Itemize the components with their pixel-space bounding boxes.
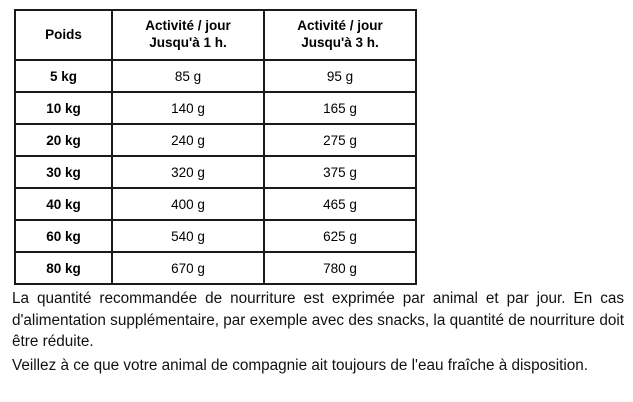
- cell-activity-3h: 165 g: [264, 92, 416, 124]
- cell-activity-3h: 375 g: [264, 156, 416, 188]
- cell-activity-3h: 625 g: [264, 220, 416, 252]
- cell-activity-3h: 780 g: [264, 252, 416, 284]
- cell-weight: 80 kg: [15, 252, 112, 284]
- cell-weight: 40 kg: [15, 188, 112, 220]
- cell-weight: 30 kg: [15, 156, 112, 188]
- column-header-activity-3h-line2: Jusqu'à 3 h.: [301, 35, 379, 50]
- table-row: [15, 156, 416, 188]
- column-header-activity-1h: [112, 10, 264, 60]
- column-header-activity-1h-line1: Activité / jour: [145, 18, 231, 34]
- column-header-activity-3h-line1: Activité / jour: [297, 18, 383, 34]
- cell-activity-1h: 240 g: [112, 124, 264, 156]
- cell-weight: 20 kg: [15, 124, 112, 156]
- column-header-activity-1h-line2: Jusqu'à 1 h.: [149, 35, 227, 50]
- table-row: [15, 252, 416, 284]
- instructions-paragraph-1: La quantité recommandée de nourriture est exprimée par animal et par jour. En cas d'alimentation supplémentaire, par exemple avec des snacks, la quantité de nourriture doit être réduite.: [12, 290, 624, 351]
- cell-activity-1h: 400 g: [112, 188, 264, 220]
- cell-activity-1h: 540 g: [112, 220, 264, 252]
- instructions-text-block: [12, 288, 624, 378]
- cell-activity-1h: 670 g: [112, 252, 264, 284]
- column-header-weight: [15, 10, 112, 60]
- table-row: [15, 220, 416, 252]
- table-header-row: [15, 10, 416, 60]
- cell-weight: 5 kg: [15, 60, 112, 92]
- table-body: [15, 60, 416, 284]
- table-row: [15, 60, 416, 92]
- feeding-table-container: [14, 9, 415, 285]
- cell-activity-1h: 85 g: [112, 60, 264, 92]
- table-row: [15, 188, 416, 220]
- cell-activity-3h: 275 g: [264, 124, 416, 156]
- cell-activity-3h: 465 g: [264, 188, 416, 220]
- table-row: [15, 92, 416, 124]
- instructions-paragraph-2: Veillez à ce que votre animal de compagnie ait toujours de l'eau fraîche à disposition.: [12, 357, 589, 375]
- cell-activity-1h: 320 g: [112, 156, 264, 188]
- cell-weight: 60 kg: [15, 220, 112, 252]
- column-header-activity-3h: [264, 10, 416, 60]
- cell-activity-1h: 140 g: [112, 92, 264, 124]
- table-row: [15, 124, 416, 156]
- column-header-weight-line1: Poids: [45, 26, 82, 42]
- feeding-table: [14, 9, 417, 285]
- cell-activity-3h: 95 g: [264, 60, 416, 92]
- cell-weight: 10 kg: [15, 92, 112, 124]
- table-header: [15, 10, 416, 60]
